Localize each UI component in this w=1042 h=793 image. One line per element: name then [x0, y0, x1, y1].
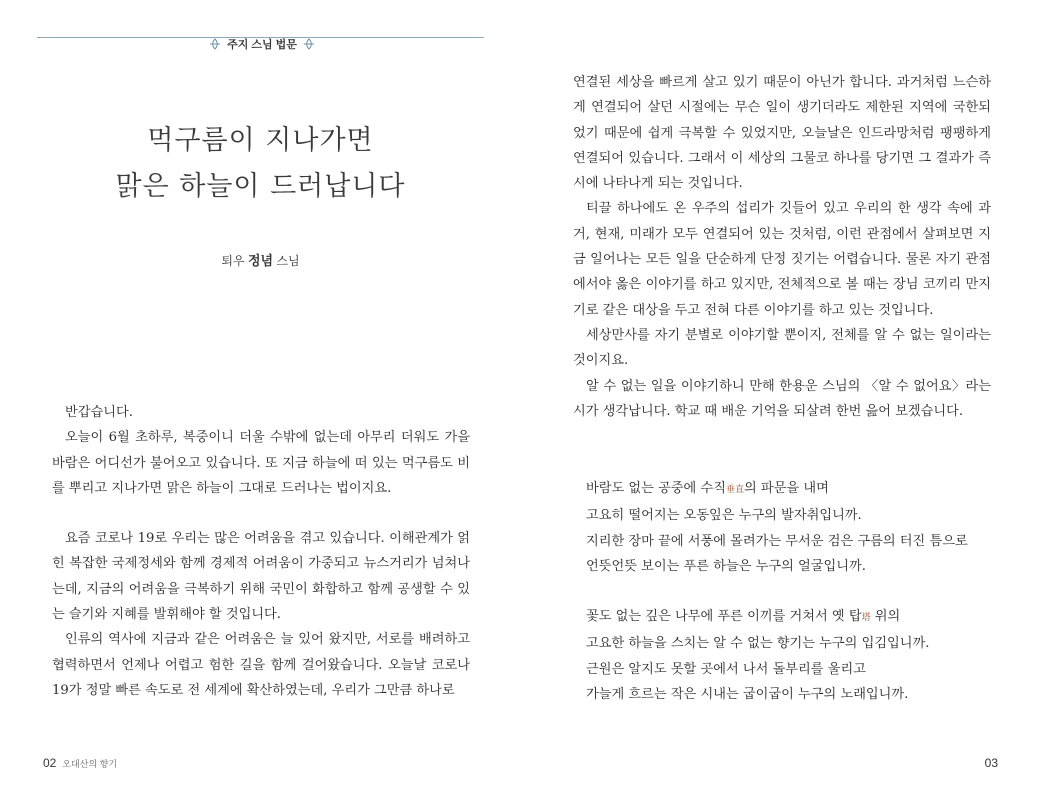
poem-stanza — [586, 476, 1006, 579]
right-page — [521, 0, 1042, 793]
author-prefix: 퇴우 — [221, 254, 245, 268]
paragraph: 반갑습니다. — [65, 405, 133, 420]
poem-line: 고요히 떨어지는 오동잎은 누구의 발자취입니까. — [586, 508, 862, 524]
poem-line: 꽃도 없는 깊은 나무에 푸른 이끼를 거쳐서 옛 탑塔 위의 — [586, 609, 901, 625]
paragraph: 연결된 세상을 빠르게 살고 있기 때문이 아닌가 합니다. 과거처럼 느슨하게 연결되어 살던 시절에는 무슨 일이 생기더라도 제한된 지역에 국한되었기 때문에 쉽게 극복할 수 있었지만, 오늘날은 인드라망처럼 팽팽하게 연결되어 있습니다. 그래서 이 세상의 그물코 하나를 당기면 그 결과가 즉시에 나타나게 되는 것입니다. — [573, 75, 991, 192]
article-body-right — [573, 70, 991, 424]
author-byline — [37, 250, 484, 269]
author-suffix: 스님 — [276, 254, 300, 268]
paragraph: 오늘이 6월 초하루, 복중이니 더울 수밖에 없는데 아무리 더워도 가을바람은 어디선가 불어오고 있습니다. 또 지금 하늘에 떠 있는 먹구름도 비를 뿌리고 지나가면 맑은 하늘이 그대로 드러나는 법이지요. — [52, 430, 470, 496]
poem-line: 가늘게 흐르는 작은 시내는 굽이굽이 누구의 노래입니까. — [586, 687, 909, 703]
lotus-icon — [303, 38, 315, 50]
article-title — [37, 118, 484, 210]
author-name: 정념 — [247, 253, 274, 268]
poem-line: 근원은 알지도 못할 곳에서 나서 돌부리를 울리고 — [586, 661, 866, 677]
article-body-left — [52, 400, 470, 703]
page-footer-right — [985, 756, 998, 770]
paragraph: 세상만사를 자기 분별로 이야기할 뿐이지, 전체를 알 수 없는 일이라는 것이지요. — [573, 327, 991, 369]
poem-line: 바람도 없는 공중에 수직垂直의 파문을 내며 — [586, 481, 829, 496]
section-label: 주지 스님 법문 — [227, 39, 297, 51]
poem-line: 지리한 장마 끝에 서풍에 몰려가는 무서운 검은 구름의 터진 틈으로 — [586, 533, 968, 549]
magazine-name: 오대산의 향기 — [62, 759, 118, 769]
page-number: 02 — [43, 756, 57, 770]
paragraph: 티끌 하나에도 온 우주의 섭리가 깃들어 있고 우리의 한 생각 속에 과거, 현재, 미래가 모두 연결되어 있는 것처럼, 이런 관점에서 살펴보면 지금 일어나는 모든 일을 단순하게 단정 짓기는 어렵습니다. 물론 자기 관점에서야 옳은 이야기를 하고 있지만, 전체적으로 볼 때는 장님 코끼리 만지기로 같은 대상을 두고 전혀 다른 이야기를 하고 있는 것입니다. — [573, 201, 991, 318]
poem — [586, 476, 1006, 707]
poem-stanza — [586, 604, 1006, 707]
hanja-annotation: 塔 — [861, 613, 871, 624]
page-number: 03 — [984, 756, 998, 770]
hanja-annotation: 垂直 — [725, 485, 744, 495]
paragraph: 인류의 역사에 지금과 같은 어려움은 늘 있어 왔지만, 서로를 배려하고 협력하면서 언제나 어렵고 험한 길을 함께 걸어왔습니다. 오늘날 코로나 19가 정말 빠른 속도로 전 세계에 확산하였는데, 우리가 그만큼 하나로 — [52, 632, 470, 698]
lotus-icon — [209, 38, 221, 50]
poem-line: 고요한 하늘을 스치는 알 수 없는 향기는 누구의 입김입니까. — [586, 636, 930, 652]
paragraph: 요즘 코로나 19로 우리는 많은 어려움을 겪고 있습니다. 이해관계가 얽힌 복잡한 국제정세와 함께 경제적 어려움이 가중되고 뉴스거리가 넘쳐나는데, 지금의 어려움을 극복하기 위해 국민이 화합하고 함께 공생할 수 있는 슬기와 지혜를 발휘해야 할 것입니다. — [52, 531, 470, 623]
title-line-2: 맑은 하늘이 드러납니다 — [115, 171, 406, 202]
section-header — [200, 36, 324, 52]
page-footer-left — [43, 756, 117, 770]
title-line-1: 먹구름이 지나가면 — [147, 125, 374, 156]
paragraph: 알 수 없는 일을 이야기하니 만해 한용운 스님의 〈알 수 없어요〉라는 시가 생각납니다. 학교 때 배운 기억을 되살려 한번 읊어 보겠습니다. — [573, 378, 991, 419]
poem-line: 언뜻언뜻 보이는 푸른 하늘은 누구의 얼굴입니까. — [586, 558, 866, 574]
